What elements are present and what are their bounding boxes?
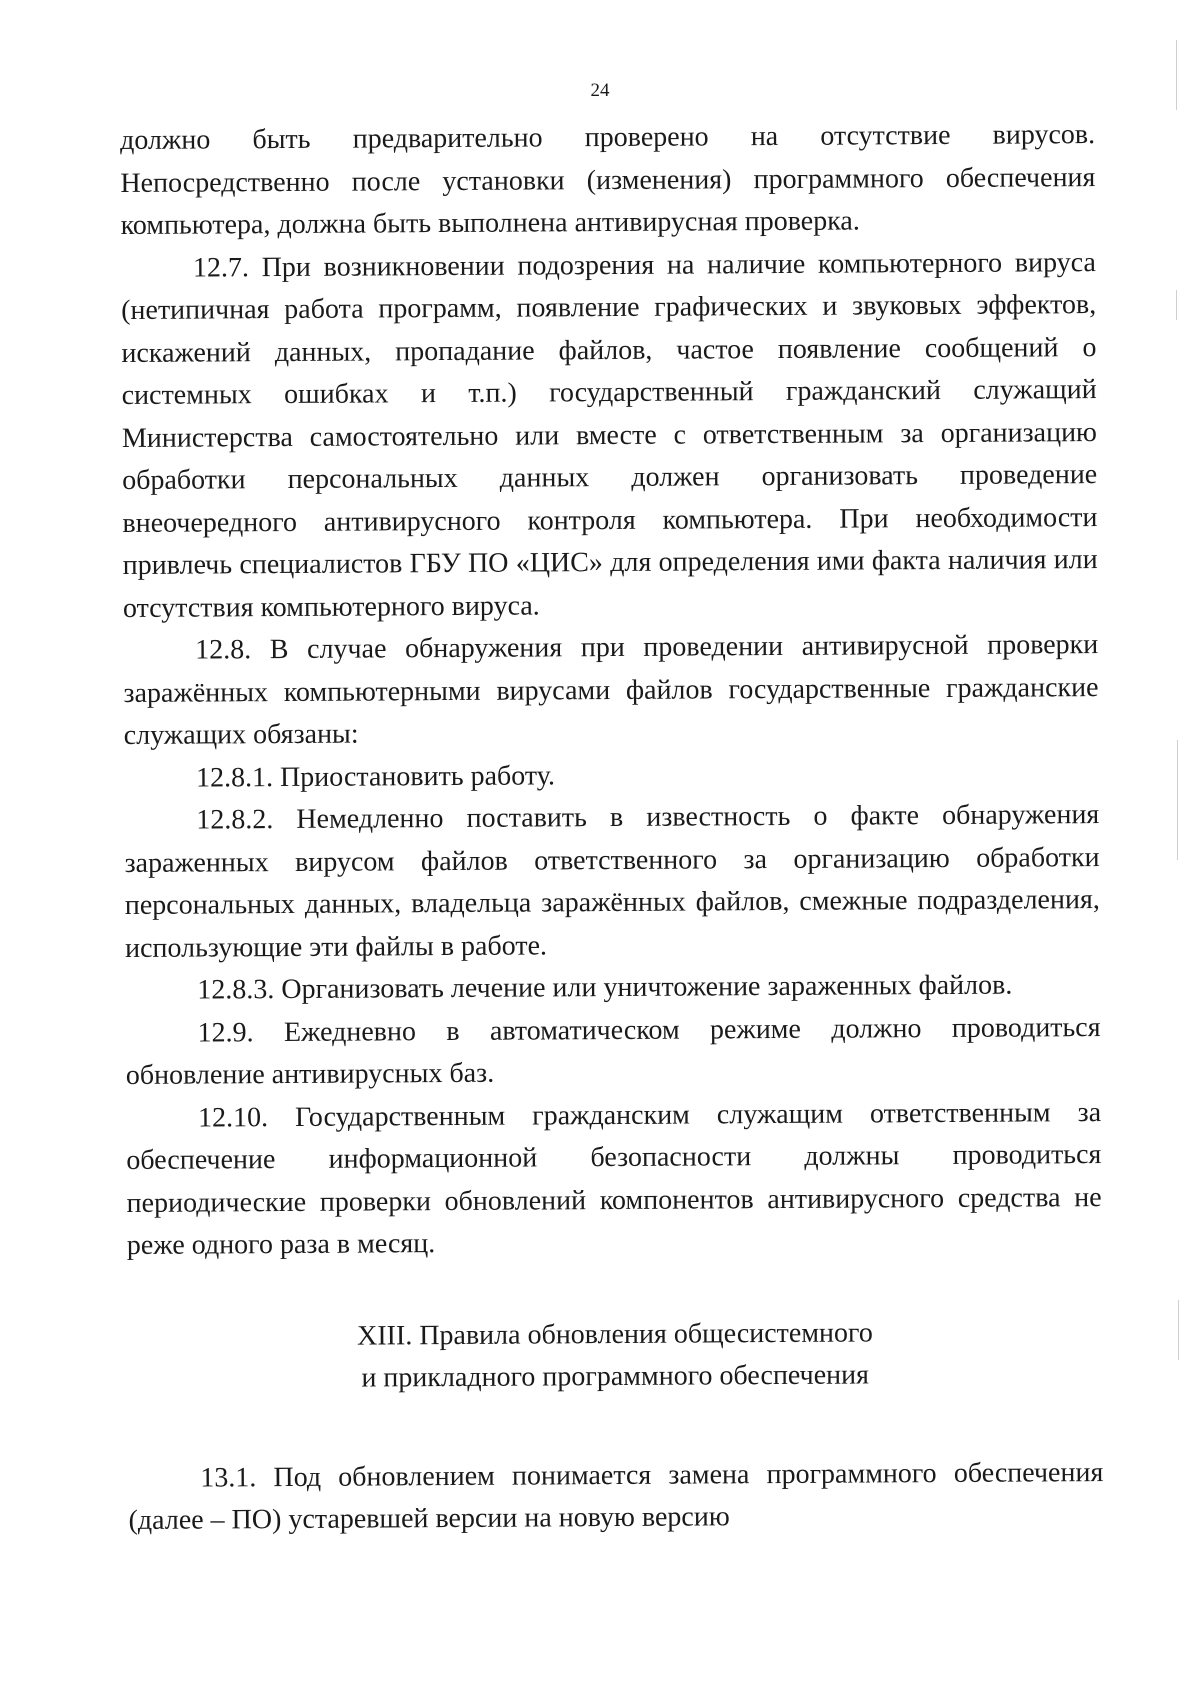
- section-heading-line-1: XIII. Правила обновления общесистемного: [356, 1316, 873, 1352]
- section-heading: [127, 1311, 1103, 1402]
- paragraph-13-1: 13.1. Под обновлением понимается замена программного обеспечения (далее – ПО) устаревшей версии на новую версию: [128, 1456, 1104, 1536]
- paragraph-12-7: 12.7. При возникновении подозрения на наличие компьютерного вируса (нетипичная работа программ, появление графических и звуковых эффектов, искажений данных, пропадание файлов, частое появление сообщений о системных ошибках и т.п.) государственный гражданский служащий Министерства самостоятельно или вместе с ответственным за организацию обработки персональных данных должен организовать проведение внеочередного антивирусного контроля компьютера. При необходимости привлечь специалистов ГБУ ПО «ЦИС» для определения ими факта наличия или отсутствия компьютерного вируса.: [121, 246, 1098, 624]
- paragraph-12-8-1: 12.8.1. Приостановить работу.: [195, 759, 556, 794]
- paragraph-continuation: должно быть предварительно проверено на отсутствие вирусов. Непосредственно после установки (изменения) программного обеспечения компьютера, должна быть выполнена антивирусная проверка.: [120, 119, 1096, 241]
- paragraph-12-8-2: 12.8.2. Немедленно поставить в известность о факте обнаружения зараженных вирусом файлов ответственного за организацию обработки персональных данных, владельца заражённых файлов, смежные подразделения, использующие эти файлы в работе.: [124, 799, 1100, 964]
- section-heading-line-2: и прикладного программного обеспечения: [361, 1359, 870, 1394]
- paragraph-12-9: 12.9. Ежедневно в автоматическом режиме должно проводиться обновление антивирусных баз.: [125, 1011, 1101, 1091]
- page-number: 24: [590, 80, 610, 101]
- paragraph-12-10: 12.10. Государственным гражданским служащим ответственным за обеспечение информационной безопасности должны проводиться периодические проверки обновлений компонентов антивирусного средства не реже одного раза в месяц.: [126, 1096, 1102, 1261]
- paragraph-12-8-3: 12.8.3. Организовать лечение или уничтожение зараженных файлов.: [197, 969, 1013, 1006]
- page-content: [120, 114, 1104, 1542]
- scan-artifact: [1177, 740, 1178, 860]
- scan-artifact: [1176, 40, 1177, 110]
- paragraph-12-8: 12.8. В случае обнаружения при проведении антивирусной проверки заражённых компьютерными вирусами файлов государственные гражданские служащих обязаны:: [123, 629, 1099, 751]
- scan-artifact: [1176, 290, 1177, 320]
- scan-artifact: [1178, 1300, 1179, 1360]
